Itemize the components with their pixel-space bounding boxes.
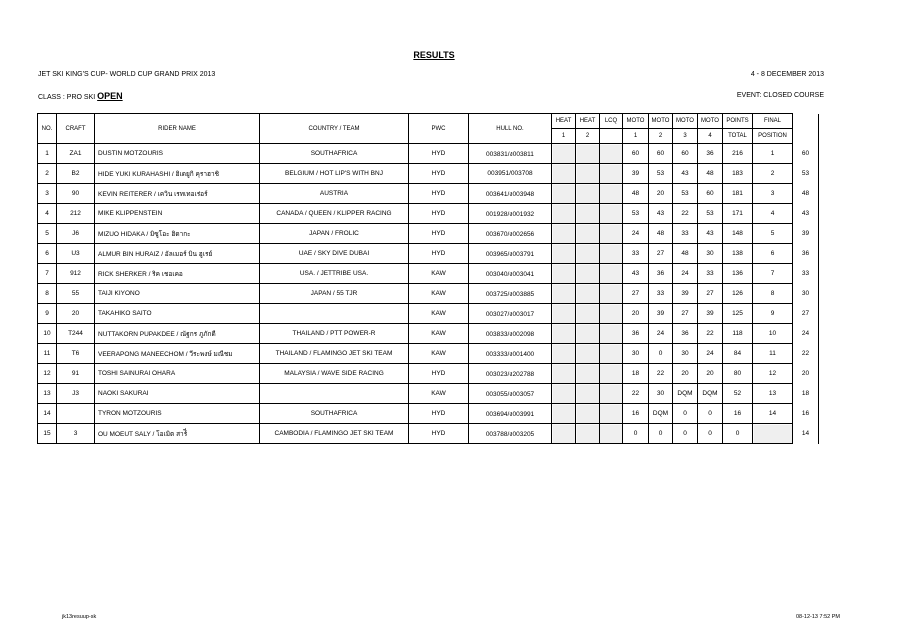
cell-country: UAE / SKY DIVE DUBAI: [260, 244, 409, 264]
cell-country: USA. / JETTRIBE USA.: [260, 264, 409, 284]
cell-moto-1: 53: [623, 204, 649, 224]
table-row: [38, 224, 819, 244]
cell-lcq: [600, 204, 623, 224]
col-final: FINAL: [753, 114, 793, 129]
cell-no: 8: [38, 284, 57, 304]
cell-moto-3: 22: [673, 204, 698, 224]
cell-moto-1: 33: [623, 244, 649, 264]
cell-points-total: 84: [723, 344, 753, 364]
cell-heat-1: [552, 184, 576, 204]
cell-craft: [57, 404, 95, 424]
cell-final-position: 13: [753, 384, 793, 404]
cell-craft: ZA1: [57, 144, 95, 164]
cell-extra: 18: [793, 384, 819, 404]
cell-moto-4: 48: [698, 164, 723, 184]
cell-pwc: HYD: [409, 204, 469, 224]
cell-moto-2: 39: [649, 304, 673, 324]
cell-heat-1: [552, 304, 576, 324]
cell-no: 11: [38, 344, 57, 364]
table-row: [38, 404, 819, 424]
cell-points-total: 16: [723, 404, 753, 424]
cell-extra: 30: [793, 284, 819, 304]
table-row: [38, 144, 819, 164]
cell-moto-3: 0: [673, 404, 698, 424]
cell-pwc: HYD: [409, 144, 469, 164]
cell-pwc: KAW: [409, 324, 469, 344]
cell-moto-4: DQM: [698, 384, 723, 404]
cell-craft: J6: [57, 224, 95, 244]
cell-rider: ALMUR BIN HURAIZ / อัลเมอร์ บิน ฮูเรย์: [95, 244, 260, 264]
cell-moto-2: 22: [649, 364, 673, 384]
cell-moto-1: 18: [623, 364, 649, 384]
cell-final-position: 3: [753, 184, 793, 204]
moto-1-number: 1: [623, 129, 649, 144]
cell-points-total: 181: [723, 184, 753, 204]
cell-hull: 003725/ง003885: [469, 284, 552, 304]
cell-lcq: [600, 344, 623, 364]
cell-points-total: 125: [723, 304, 753, 324]
col-heat-2: HEAT: [576, 114, 600, 129]
cell-craft: B2: [57, 164, 95, 184]
cell-moto-4: 33: [698, 264, 723, 284]
cell-extra: 14: [793, 424, 819, 444]
cell-moto-2: 0: [649, 424, 673, 444]
cell-hull: 003694/ง003991: [469, 404, 552, 424]
cell-heat-1: [552, 384, 576, 404]
cell-heat-1: [552, 404, 576, 424]
cell-rider: OU MOEUT SALY / โอเมิต สาร์ี่: [95, 424, 260, 444]
cell-points-total: 80: [723, 364, 753, 384]
cell-final-position: 9: [753, 304, 793, 324]
table-row: [38, 384, 819, 404]
cell-pwc: HYD: [409, 164, 469, 184]
cell-craft: U3: [57, 244, 95, 264]
col-country: COUNTRY / TEAM: [260, 114, 409, 144]
cell-lcq: [600, 164, 623, 184]
cell-country: JAPAN / 55 TJR: [260, 284, 409, 304]
cell-no: 6: [38, 244, 57, 264]
cell-no: 14: [38, 404, 57, 424]
table-row: [38, 204, 819, 224]
cell-no: 2: [38, 164, 57, 184]
cell-heat-2: [576, 284, 600, 304]
cell-moto-1: 20: [623, 304, 649, 324]
cell-pwc: HYD: [409, 364, 469, 384]
cell-lcq: [600, 404, 623, 424]
cell-extra: 16: [793, 404, 819, 424]
cell-points-total: 148: [723, 224, 753, 244]
cell-moto-3: 36: [673, 324, 698, 344]
cell-hull: 003833/ง002098: [469, 324, 552, 344]
cell-heat-1: [552, 344, 576, 364]
cell-moto-2: 33: [649, 284, 673, 304]
cell-points-total: 52: [723, 384, 753, 404]
cell-moto-4: 39: [698, 304, 723, 324]
col-craft: CRAFT: [57, 114, 95, 144]
cell-moto-3: 24: [673, 264, 698, 284]
cell-pwc: HYD: [409, 224, 469, 244]
cell-final-position: [753, 424, 793, 444]
cell-rider: HIDE YUKI KURAHASHI / ฮิเดยูกิ คุราฮาชิ: [95, 164, 260, 184]
cell-heat-1: [552, 324, 576, 344]
cell-rider: KEVIN REITERER / เควิน เรทเทอเร่อร์: [95, 184, 260, 204]
cell-final-position: 7: [753, 264, 793, 284]
cell-moto-2: 48: [649, 224, 673, 244]
cell-heat-2: [576, 384, 600, 404]
cell-moto-1: 39: [623, 164, 649, 184]
cell-lcq: [600, 284, 623, 304]
cell-craft: 91: [57, 364, 95, 384]
table-row: [38, 184, 819, 204]
cell-rider: TAKAHIKO SAITO: [95, 304, 260, 324]
cell-heat-2: [576, 184, 600, 204]
cell-points-total: 138: [723, 244, 753, 264]
class-value: OPEN: [97, 91, 123, 101]
cell-lcq: [600, 244, 623, 264]
cell-pwc: KAW: [409, 384, 469, 404]
cell-hull: 003670/ง002656: [469, 224, 552, 244]
cell-moto-2: 24: [649, 324, 673, 344]
cell-rider: MIZUO HIDAKA / มิซูโอะ ฮิดากะ: [95, 224, 260, 244]
lcq-blank: [600, 129, 623, 144]
col-rider: RIDER NAME: [95, 114, 260, 144]
cell-moto-1: 16: [623, 404, 649, 424]
cell-rider: DUSTIN MOTZOURIS: [95, 144, 260, 164]
cell-heat-1: [552, 284, 576, 304]
cell-final-position: 6: [753, 244, 793, 264]
cell-pwc: KAW: [409, 344, 469, 364]
cell-no: 1: [38, 144, 57, 164]
cell-final-position: 11: [753, 344, 793, 364]
cell-craft: 212: [57, 204, 95, 224]
cell-lcq: [600, 384, 623, 404]
header-row: [38, 114, 819, 129]
cell-extra: 53: [793, 164, 819, 184]
cell-heat-1: [552, 224, 576, 244]
heat-1-number: 1: [552, 129, 576, 144]
cell-craft: 55: [57, 284, 95, 304]
cell-moto-3: 48: [673, 244, 698, 264]
cell-lcq: [600, 424, 623, 444]
moto-3-number: 3: [673, 129, 698, 144]
cell-moto-1: 27: [623, 284, 649, 304]
cell-moto-1: 43: [623, 264, 649, 284]
cell-extra: 39: [793, 224, 819, 244]
event-dates: 4 - 8 DECEMBER 2013: [750, 71, 824, 78]
table-row: [38, 164, 819, 184]
table-row: [38, 284, 819, 304]
cell-points-total: 0: [723, 424, 753, 444]
cell-moto-3: DQM: [673, 384, 698, 404]
cell-lcq: [600, 184, 623, 204]
cell-pwc: HYD: [409, 404, 469, 424]
cell-moto-4: 27: [698, 284, 723, 304]
cell-points-total: 171: [723, 204, 753, 224]
cell-country: CAMBODIA / FLAMINGO JET SKI TEAM: [260, 424, 409, 444]
cell-points-total: 126: [723, 284, 753, 304]
cell-rider: NUTTAKORN PUPAKDEE / ณัฐกร ภูภักดี: [95, 324, 260, 344]
cell-country: THAILAND / FLAMINGO JET SKI TEAM: [260, 344, 409, 364]
cell-moto-3: 30: [673, 344, 698, 364]
cell-heat-1: [552, 144, 576, 164]
cell-moto-2: 30: [649, 384, 673, 404]
cell-heat-2: [576, 244, 600, 264]
cell-craft: T244: [57, 324, 95, 344]
cell-heat-2: [576, 404, 600, 424]
cell-heat-2: [576, 224, 600, 244]
cell-extra: 36: [793, 244, 819, 264]
table-row: [38, 324, 819, 344]
cell-lcq: [600, 224, 623, 244]
col-moto-2: MOTO: [649, 114, 673, 129]
cell-pwc: HYD: [409, 424, 469, 444]
cell-hull: 003333/ง001400: [469, 344, 552, 364]
col-hull: HULL NO.: [469, 114, 552, 144]
cell-moto-1: 36: [623, 324, 649, 344]
cell-final-position: 5: [753, 224, 793, 244]
cell-hull: 003951/003708: [469, 164, 552, 184]
moto-2-number: 2: [649, 129, 673, 144]
cell-hull: 003831/ง003811: [469, 144, 552, 164]
cell-moto-2: 0: [649, 344, 673, 364]
cell-no: 4: [38, 204, 57, 224]
cell-craft: T6: [57, 344, 95, 364]
cell-lcq: [600, 304, 623, 324]
cell-final-position: 1: [753, 144, 793, 164]
cell-heat-2: [576, 344, 600, 364]
cell-pwc: KAW: [409, 304, 469, 324]
cell-points-total: 183: [723, 164, 753, 184]
cell-rider: TAIJI KIYONO: [95, 284, 260, 304]
cell-hull: 003027/ง003017: [469, 304, 552, 324]
cell-country: JAPAN / FROLIC: [260, 224, 409, 244]
results-table: [37, 113, 819, 444]
cell-craft: J3: [57, 384, 95, 404]
cell-moto-3: 27: [673, 304, 698, 324]
cell-moto-2: 36: [649, 264, 673, 284]
cell-lcq: [600, 364, 623, 384]
cell-heat-1: [552, 364, 576, 384]
col-points: POINTS: [723, 114, 753, 129]
cell-moto-1: 60: [623, 144, 649, 164]
cell-lcq: [600, 144, 623, 164]
cell-heat-2: [576, 164, 600, 184]
cell-hull: 003788/ง003205: [469, 424, 552, 444]
cell-heat-1: [552, 424, 576, 444]
cell-craft: 20: [57, 304, 95, 324]
cell-extra: 24: [793, 324, 819, 344]
cell-country: BELGIUM / HOT LIP'S WITH BNJ: [260, 164, 409, 184]
cell-pwc: KAW: [409, 264, 469, 284]
cell-hull: 003965/ง003791: [469, 244, 552, 264]
cell-moto-4: 0: [698, 424, 723, 444]
cell-craft: 90: [57, 184, 95, 204]
col-pwc: PWC: [409, 114, 469, 144]
cell-points-total: 118: [723, 324, 753, 344]
cell-rider: NAOKI SAKURAI: [95, 384, 260, 404]
cell-moto-4: 22: [698, 324, 723, 344]
cell-moto-4: 30: [698, 244, 723, 264]
footer-file-name: jk13resuup-sk: [62, 614, 97, 620]
cell-moto-4: 53: [698, 204, 723, 224]
cell-extra: 22: [793, 344, 819, 364]
cell-craft: 912: [57, 264, 95, 284]
table-row: [38, 244, 819, 264]
table-row: [38, 304, 819, 324]
cell-rider: VEERAPONG MANEECHOM / วีระพงษ์ มณีชม: [95, 344, 260, 364]
cell-extra: 20: [793, 364, 819, 384]
cell-pwc: KAW: [409, 284, 469, 304]
cell-final-position: 14: [753, 404, 793, 424]
cell-hull: 003055/ง003057: [469, 384, 552, 404]
col-moto-4: MOTO: [698, 114, 723, 129]
cell-no: 12: [38, 364, 57, 384]
cell-moto-2: 53: [649, 164, 673, 184]
cell-moto-3: 53: [673, 184, 698, 204]
cell-country: THAILAND / PTT POWER-R: [260, 324, 409, 344]
cell-extra: 33: [793, 264, 819, 284]
cell-heat-2: [576, 144, 600, 164]
col-moto-1: MOTO: [623, 114, 649, 129]
cell-moto-4: 0: [698, 404, 723, 424]
heat-2-number: 2: [576, 129, 600, 144]
cell-moto-1: 22: [623, 384, 649, 404]
event-type: EVENT: CLOSED COURSE: [736, 92, 824, 99]
table-row: [38, 424, 819, 444]
cell-moto-3: 60: [673, 144, 698, 164]
cell-no: 3: [38, 184, 57, 204]
cell-heat-2: [576, 264, 600, 284]
page-title: RESULTS: [413, 50, 455, 60]
cell-final-position: 10: [753, 324, 793, 344]
cell-craft: 3: [57, 424, 95, 444]
col-heat-1: HEAT: [552, 114, 576, 129]
class-label: CLASS : PRO SKI: [38, 94, 96, 101]
cell-no: 13: [38, 384, 57, 404]
cell-country: MALAYSIA / WAVE SIDE RACING: [260, 364, 409, 384]
cell-heat-2: [576, 304, 600, 324]
results-body: [38, 144, 819, 444]
cell-no: 7: [38, 264, 57, 284]
cell-moto-2: 43: [649, 204, 673, 224]
cell-heat-1: [552, 164, 576, 184]
cell-moto-1: 0: [623, 424, 649, 444]
cell-no: 5: [38, 224, 57, 244]
cell-rider: TOSHI SAINURAI OHARA: [95, 364, 260, 384]
cell-no: 9: [38, 304, 57, 324]
moto-4-number: 4: [698, 129, 723, 144]
cell-moto-2: 27: [649, 244, 673, 264]
cell-rider: TYRON MOTZOURIS: [95, 404, 260, 424]
cell-country: CANADA / QUEEN / KLIPPER RACING: [260, 204, 409, 224]
table-row: [38, 264, 819, 284]
cell-hull: 003040/ง003041: [469, 264, 552, 284]
cell-heat-1: [552, 204, 576, 224]
footer-timestamp: 08-12-13 7:52 PM: [795, 614, 840, 620]
class-line: [38, 91, 123, 101]
cell-moto-3: 33: [673, 224, 698, 244]
table-row: [38, 344, 819, 364]
cell-moto-1: 30: [623, 344, 649, 364]
cell-lcq: [600, 324, 623, 344]
col-no: NO.: [38, 114, 57, 144]
cell-final-position: 2: [753, 164, 793, 184]
cell-final-position: 4: [753, 204, 793, 224]
cell-moto-2: 60: [649, 144, 673, 164]
cell-country: [260, 304, 409, 324]
cell-moto-4: 24: [698, 344, 723, 364]
cell-hull: 003641/ง003948: [469, 184, 552, 204]
cell-rider: RICK SHERKER / ริค เชอเคอ: [95, 264, 260, 284]
cell-country: SOUTHAFRICA: [260, 144, 409, 164]
event-name: JET SKI KING'S CUP- WORLD CUP GRAND PRIX 2013: [38, 71, 216, 78]
cell-heat-1: [552, 244, 576, 264]
cell-moto-1: 48: [623, 184, 649, 204]
cell-moto-4: 36: [698, 144, 723, 164]
table-row: [38, 364, 819, 384]
cell-moto-4: 43: [698, 224, 723, 244]
cell-final-position: 8: [753, 284, 793, 304]
final-position: POSITION: [753, 129, 793, 144]
cell-moto-3: 20: [673, 364, 698, 384]
cell-extra: 43: [793, 204, 819, 224]
cell-moto-2: DQM: [649, 404, 673, 424]
cell-hull: 003023/ง202788: [469, 364, 552, 384]
cell-moto-4: 60: [698, 184, 723, 204]
cell-lcq: [600, 264, 623, 284]
cell-heat-1: [552, 264, 576, 284]
cell-country: [260, 384, 409, 404]
cell-moto-3: 43: [673, 164, 698, 184]
cell-moto-2: 20: [649, 184, 673, 204]
cell-heat-2: [576, 204, 600, 224]
cell-final-position: 12: [753, 364, 793, 384]
cell-heat-2: [576, 364, 600, 384]
cell-extra: 48: [793, 184, 819, 204]
points-total: TOTAL: [723, 129, 753, 144]
cell-country: AUSTRIA: [260, 184, 409, 204]
cell-pwc: HYD: [409, 184, 469, 204]
cell-extra: 60: [793, 144, 819, 164]
cell-moto-1: 24: [623, 224, 649, 244]
cell-moto-4: 20: [698, 364, 723, 384]
cell-points-total: 216: [723, 144, 753, 164]
col-extra: [793, 114, 819, 144]
cell-pwc: HYD: [409, 244, 469, 264]
cell-heat-2: [576, 324, 600, 344]
col-lcq: LCQ: [600, 114, 623, 129]
cell-no: 15: [38, 424, 57, 444]
cell-extra: 27: [793, 304, 819, 324]
cell-points-total: 136: [723, 264, 753, 284]
cell-country: SOUTHAFRICA: [260, 404, 409, 424]
col-moto-3: MOTO: [673, 114, 698, 129]
cell-rider: MIKE KLIPPENSTEIN: [95, 204, 260, 224]
cell-moto-3: 39: [673, 284, 698, 304]
cell-hull: 001928/ง001932: [469, 204, 552, 224]
cell-moto-3: 0: [673, 424, 698, 444]
cell-heat-2: [576, 424, 600, 444]
cell-no: 10: [38, 324, 57, 344]
